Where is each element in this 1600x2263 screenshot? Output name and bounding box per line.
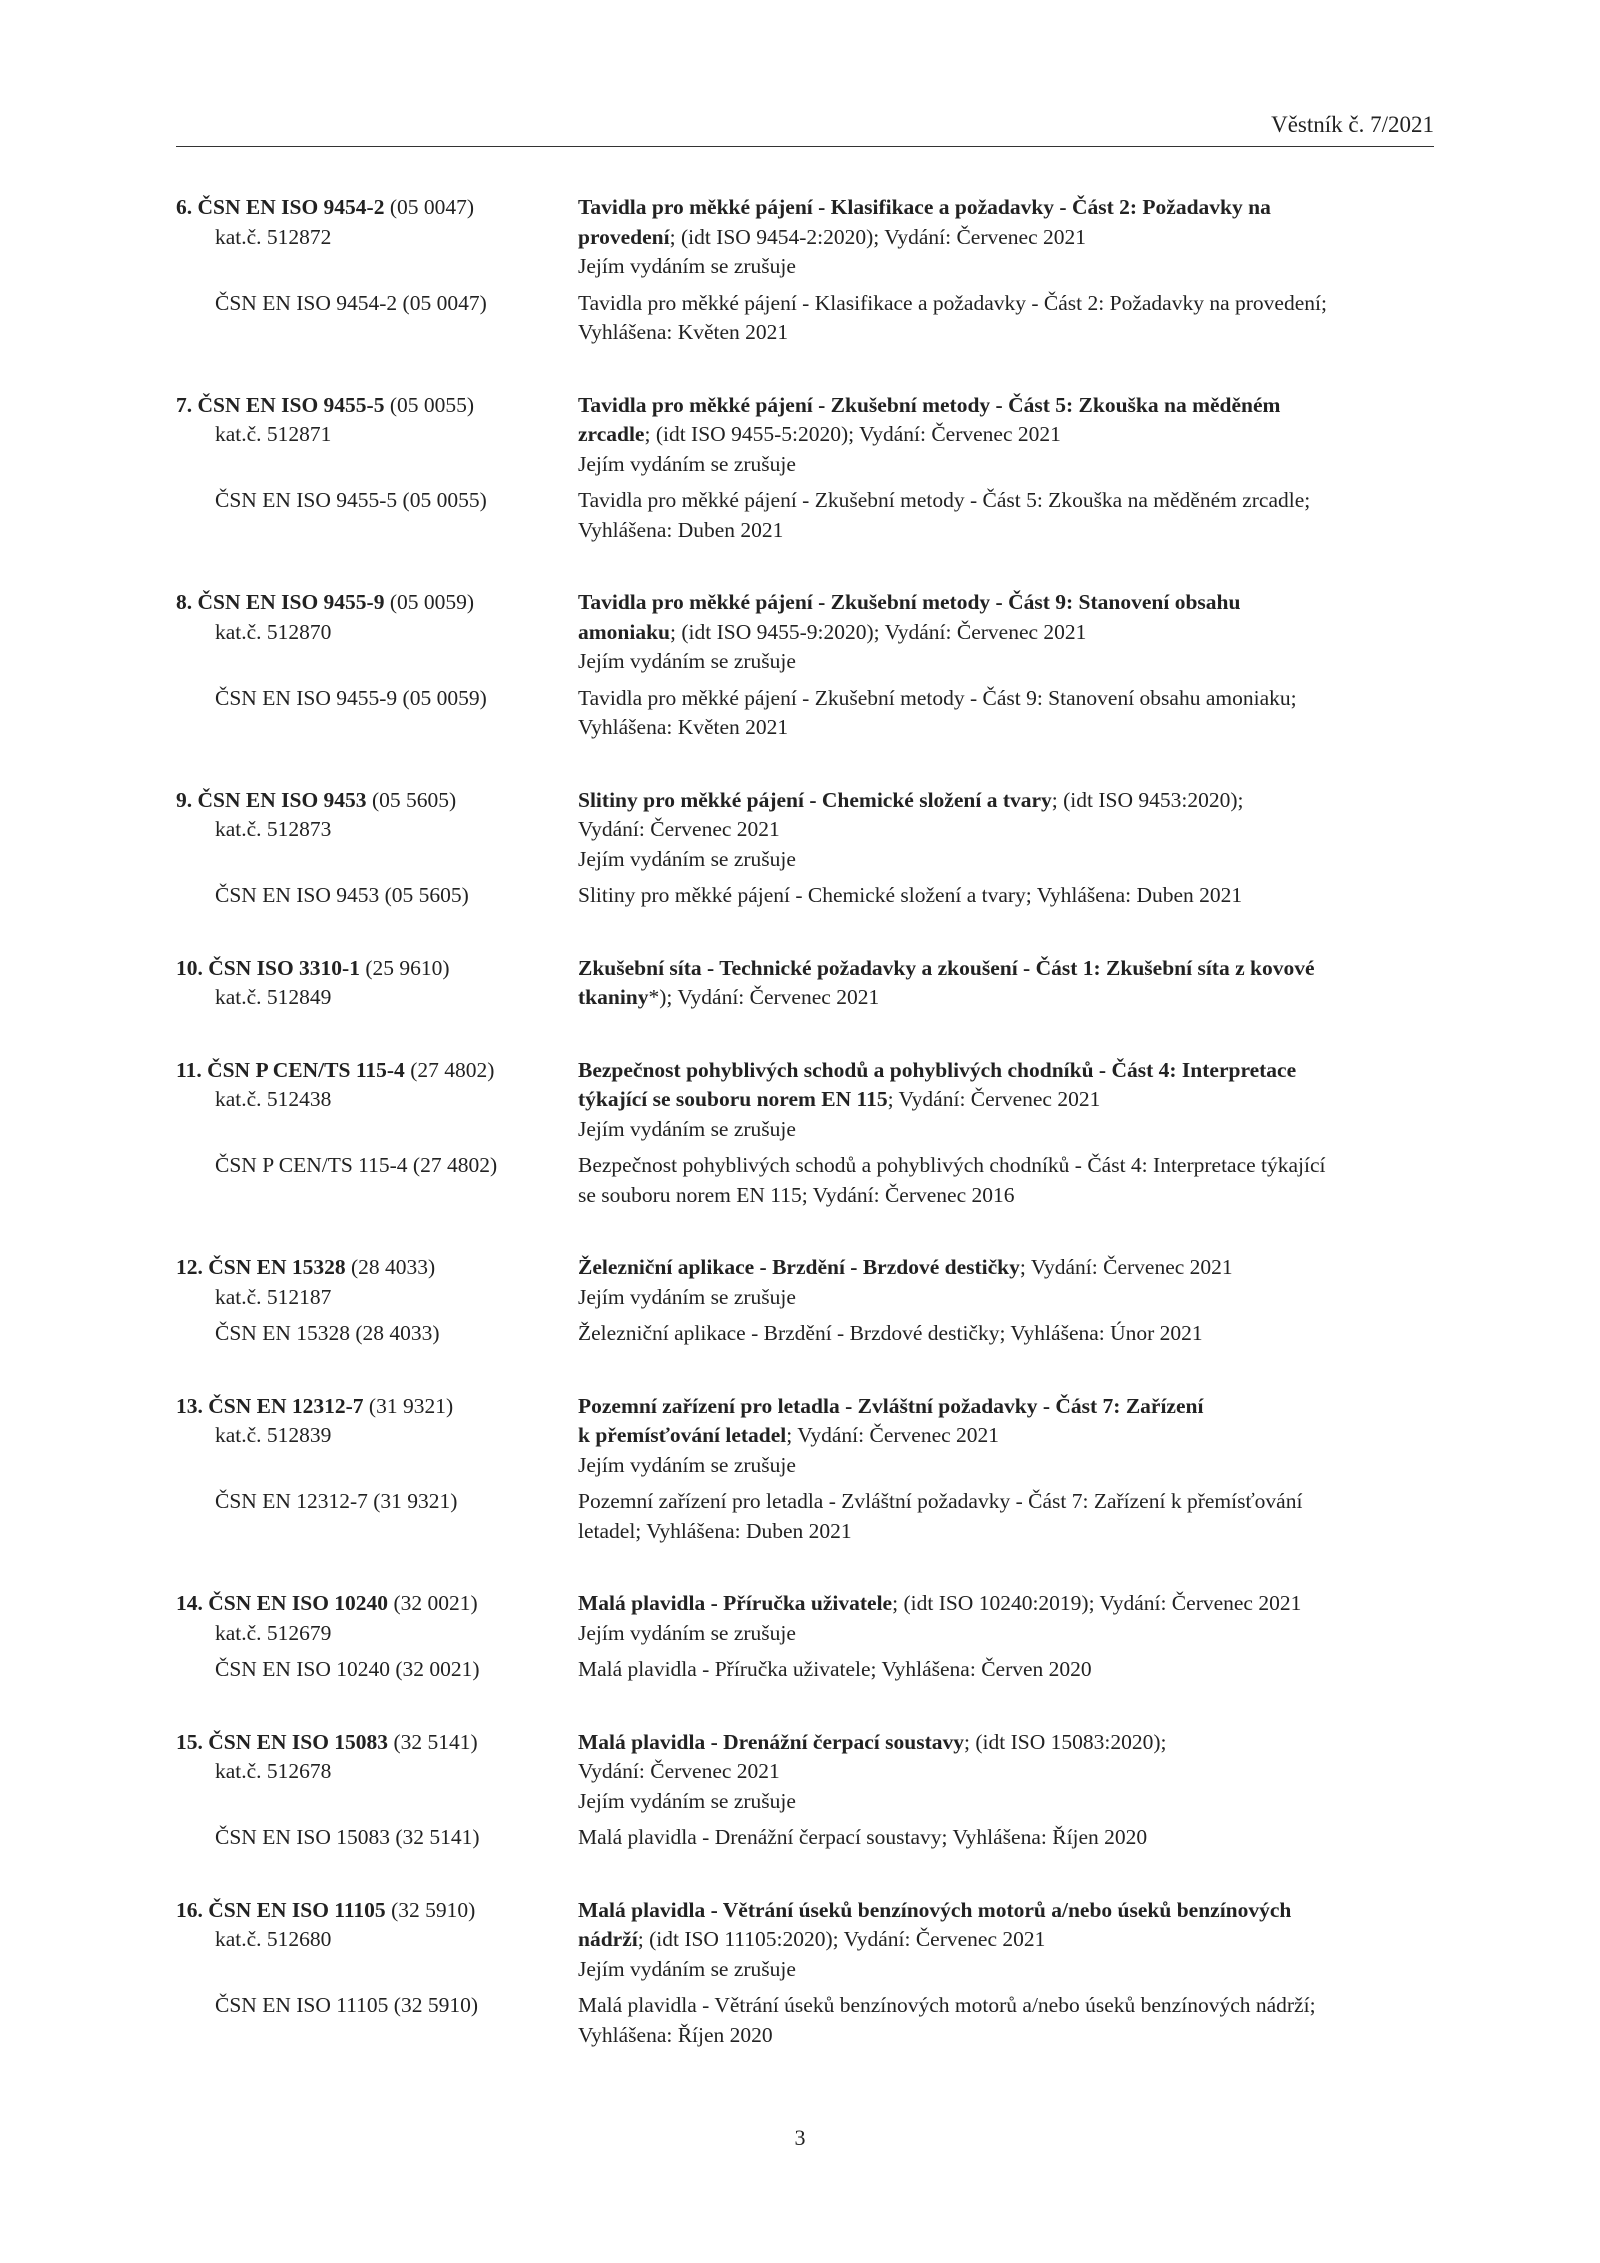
entry-identifier [176, 391, 578, 480]
standard-entry [176, 1728, 1434, 1853]
replaced-description [578, 1991, 1434, 2050]
entry-main [176, 1896, 1434, 1985]
replaced-code: ČSN EN 12312-7 (31 9321) [215, 1489, 458, 1513]
title-text: Železniční aplikace - Brzdění - Brzdové destičky [578, 1255, 1020, 1279]
description-line [578, 954, 1434, 984]
entry-main [176, 1253, 1434, 1312]
entry-main [176, 954, 1434, 1013]
standard-entry [176, 1253, 1434, 1349]
entry-main [176, 1056, 1434, 1145]
title-text: týkající se souboru norem EN 115 [578, 1087, 888, 1111]
entry-number: 15. [176, 1729, 203, 1754]
description-line [578, 1589, 1434, 1619]
replaced-standard [176, 1991, 1434, 2050]
title-text: k přemísťování letadel [578, 1423, 787, 1447]
replaced-line: Malá plavidla - Větrání úseků benzínových motorů a/nebo úseků benzínových nádrží; [578, 1993, 1316, 2017]
replaced-description [578, 881, 1434, 911]
entry-main [176, 588, 1434, 677]
description-line [578, 1056, 1434, 1086]
entry-main [176, 391, 1434, 480]
entry-identifier [176, 588, 578, 677]
entry-number: 16. [176, 1897, 203, 1922]
description-line [578, 1392, 1434, 1422]
description-line [578, 1757, 1434, 1787]
description-line [578, 618, 1434, 648]
replaced-description [578, 1487, 1434, 1546]
detail-text: Vydání: Červenec 2021 [578, 1759, 780, 1783]
entry-classification: (05 0055) [389, 392, 475, 417]
replaced-standard [176, 881, 1434, 911]
entry-number: 6. [176, 195, 193, 219]
entry-code-line [176, 1728, 578, 1758]
entry-catalog-number: kat.č. 512871 [215, 422, 332, 446]
replaced-line: Slitiny pro měkké pájení - Chemické složení a tvary; Vyhlášena: Duben 2021 [578, 883, 1243, 907]
replaced-description [578, 289, 1434, 348]
title-text: Malá plavidla - Příručka uživatele [578, 1591, 893, 1615]
replaced-description [578, 486, 1434, 545]
replaced-standard [176, 1151, 1434, 1210]
entry-code: ČSN ISO 3310-1 [208, 955, 360, 980]
entry-identifier [176, 1056, 578, 1145]
replaced-line: Vyhlášena: Květen 2021 [578, 715, 789, 739]
header-rule [176, 146, 1434, 147]
title-text: Pozemní zařízení pro letadla - Zvláštní požadavky - Část 7: Zařízení [578, 1393, 1204, 1418]
standard-entry [176, 1056, 1434, 1211]
replaced-line: Vyhlášena: Duben 2021 [578, 517, 784, 542]
entry-description [578, 1392, 1434, 1481]
detail-text: ; Vydání: Červenec 2021 [887, 1087, 1101, 1111]
standard-entry [176, 193, 1434, 348]
description-line [578, 647, 1434, 677]
title-text: nádrží [578, 1927, 638, 1951]
replaced-code: ČSN EN ISO 9455-5 (05 0055) [215, 488, 487, 512]
entry-code-line [176, 391, 578, 421]
detail-text: Jejím vydáním se zrušuje [578, 1116, 796, 1141]
description-line [578, 1619, 1434, 1649]
entry-code: ČSN EN ISO 9454-2 [197, 195, 385, 219]
detail-text: Jejím vydáním se zrušuje [578, 1956, 796, 1981]
replaced-standard [176, 486, 1434, 545]
entry-number: 11. [176, 1057, 202, 1082]
standard-entry [176, 391, 1434, 546]
detail-text: ; Vydání: Červenec 2021 [786, 1423, 1000, 1447]
description-line [578, 1253, 1434, 1283]
entry-classification: (05 5605) [371, 787, 457, 812]
detail-text: Jejím vydáním se zrušuje [578, 846, 796, 871]
entry-catalog-number: kat.č. 512849 [215, 985, 332, 1009]
title-text: Malá plavidla - Větrání úseků benzínových motorů a/nebo úseků benzínových [578, 1897, 1292, 1922]
replaced-description [578, 1823, 1434, 1853]
title-text: Tavidla pro měkké pájení - Zkušební metody - Část 5: Zkouška na měděném [578, 392, 1281, 417]
entry-description [578, 954, 1434, 1013]
detail-text: ; (idt ISO 9455-5:2020); Vydání: Červenec 2021 [644, 422, 1061, 446]
entry-catalog-number: kat.č. 512678 [215, 1759, 332, 1783]
replaced-line: letadel; Vyhlášena: Duben 2021 [578, 1518, 852, 1543]
description-line [578, 1728, 1434, 1758]
detail-text: Vydání: Červenec 2021 [578, 817, 780, 841]
replaced-line: Malá plavidla - Příručka uživatele; Vyhlášena: Červen 2020 [578, 1657, 1092, 1681]
entry-code-line [176, 1056, 578, 1086]
description-line [578, 193, 1434, 223]
entry-code-line [176, 1392, 578, 1422]
entry-identifier [176, 786, 578, 875]
entry-code: ČSN EN ISO 9455-9 [197, 590, 385, 614]
entry-code-line [176, 193, 578, 223]
description-line [578, 845, 1434, 875]
entry-code: ČSN EN 12312-7 [208, 1393, 364, 1418]
replaced-standard [176, 1487, 1434, 1546]
entry-classification: (32 5141) [393, 1729, 478, 1754]
entry-code: ČSN EN ISO 9453 [197, 787, 367, 812]
detail-text: Jejím vydáním se zrušuje [578, 254, 796, 278]
replaced-code: ČSN EN ISO 10240 (32 0021) [215, 1657, 480, 1681]
detail-text: ; (idt ISO 9454-2:2020); Vydání: Červenec 2021 [669, 224, 1086, 249]
description-line [578, 786, 1434, 816]
description-line [578, 1787, 1434, 1817]
replaced-line: Vyhlášena: Květen 2021 [578, 320, 789, 344]
header-title: Věstník č. 7/2021 [1271, 112, 1434, 137]
entry-catalog-number: kat.č. 512187 [215, 1284, 332, 1309]
entry-classification: (05 0059) [389, 590, 475, 614]
detail-text: Jejím vydáním se zrušuje [578, 1452, 796, 1477]
entry-main [176, 786, 1434, 875]
entry-code-line [176, 1253, 578, 1283]
entry-catalog-number: kat.č. 512438 [215, 1087, 332, 1111]
entry-identifier [176, 1728, 578, 1817]
detail-text: *); Vydání: Červenec 2021 [648, 985, 880, 1009]
standards-list [176, 193, 1434, 2093]
entry-description [578, 1896, 1434, 1985]
entry-classification: (27 4802) [410, 1057, 495, 1082]
description-line [578, 588, 1434, 618]
entry-main [176, 1728, 1434, 1817]
description-line [578, 252, 1434, 282]
entry-number: 13. [176, 1393, 203, 1418]
description-line [578, 1896, 1434, 1926]
description-line [578, 223, 1434, 253]
replaced-code: ČSN EN ISO 11105 (32 5910) [215, 1993, 478, 2017]
entry-identifier [176, 1253, 578, 1312]
replaced-line: Tavidla pro měkké pájení - Klasifikace a požadavky - Část 2: Požadavky na provedení; [578, 290, 1327, 315]
entry-number: 8. [176, 590, 193, 614]
replaced-line: Malá plavidla - Drenážní čerpací soustavy; Vyhlášena: Říjen 2020 [578, 1825, 1148, 1849]
replaced-code: ČSN EN ISO 15083 (32 5141) [215, 1825, 480, 1849]
detail-text: ; (idt ISO 11105:2020); Vydání: Červenec 2021 [637, 1927, 1046, 1951]
title-text: Bezpečnost pohyblivých schodů a pohyblivých chodníků - Část 4: Interpretace [578, 1057, 1297, 1082]
entry-number: 12. [176, 1255, 203, 1279]
entry-code: ČSN EN ISO 15083 [208, 1729, 389, 1754]
title-text: Slitiny pro měkké pájení - Chemické složení a tvary [578, 787, 1052, 812]
detail-text: ; (idt ISO 9455-9:2020); Vydání: Červenec 2021 [670, 619, 1087, 644]
detail-text: Jejím vydáním se zrušuje [578, 1620, 796, 1645]
replaced-standard [176, 1655, 1434, 1685]
entry-classification: (32 0021) [393, 1591, 478, 1615]
entry-description [578, 1728, 1434, 1817]
replaced-line: se souboru norem EN 115; Vydání: Červenec 2016 [578, 1182, 1015, 1207]
entry-catalog-number: kat.č. 512870 [215, 619, 332, 644]
description-line [578, 1451, 1434, 1481]
entry-identifier [176, 193, 578, 282]
detail-text: Jejím vydáním se zrušuje [578, 1788, 796, 1813]
entry-description [578, 1056, 1434, 1145]
description-line [578, 391, 1434, 421]
description-line [578, 983, 1434, 1013]
replaced-code: ČSN P CEN/TS 115-4 (27 4802) [215, 1153, 498, 1177]
entry-number: 10. [176, 955, 203, 980]
entry-catalog-number: kat.č. 512872 [215, 224, 332, 249]
entry-catalog-number: kat.č. 512680 [215, 1927, 332, 1951]
entry-main [176, 1589, 1434, 1648]
entry-code: ČSN EN ISO 10240 [208, 1591, 389, 1615]
entry-catalog-number: kat.č. 512679 [215, 1620, 332, 1645]
detail-text: Jejím vydáním se zrušuje [578, 451, 796, 476]
replaced-line: Tavidla pro měkké pájení - Zkušební metody - Část 5: Zkouška na měděném zrcadle; [578, 488, 1311, 512]
entry-description [578, 786, 1434, 875]
entry-code: ČSN EN 15328 [208, 1255, 346, 1279]
replaced-line: Tavidla pro měkké pájení - Zkušební metody - Část 9: Stanovení obsahu amoniaku; [578, 685, 1297, 710]
detail-text: Jejím vydáním se zrušuje [578, 649, 796, 673]
entry-description [578, 1589, 1434, 1648]
title-text: amoniaku [578, 619, 671, 644]
replaced-description [578, 1655, 1434, 1685]
entry-identifier [176, 1392, 578, 1481]
title-text: Tavidla pro měkké pájení - Klasifikace a požadavky - Část 2: Požadavky na [578, 195, 1271, 219]
standard-entry [176, 1392, 1434, 1547]
entry-main [176, 1392, 1434, 1481]
replaced-code: ČSN EN ISO 9453 (05 5605) [215, 883, 469, 907]
replaced-code: ČSN EN ISO 9454-2 (05 0047) [215, 290, 487, 315]
detail-text: ; Vydání: Červenec 2021 [1019, 1255, 1233, 1279]
detail-text: ; (idt ISO 15083:2020); [964, 1729, 1167, 1754]
entry-number: 9. [176, 787, 193, 812]
replaced-standard [176, 684, 1434, 743]
replaced-description [578, 1151, 1434, 1210]
description-line [578, 1421, 1434, 1451]
replaced-line: Pozemní zařízení pro letadla - Zvláštní požadavky - Část 7: Zařízení k přemísťování [578, 1489, 1303, 1513]
entry-identifier [176, 954, 578, 1013]
entry-code: ČSN EN ISO 9455-5 [197, 392, 385, 417]
entry-code-line [176, 954, 578, 984]
entry-description [578, 1253, 1434, 1312]
title-text: provedení [578, 224, 670, 249]
entry-classification: (28 4033) [351, 1255, 436, 1279]
standard-entry [176, 786, 1434, 911]
replaced-standard [176, 1319, 1434, 1349]
entry-code: ČSN P CEN/TS 115-4 [207, 1057, 405, 1082]
replaced-line: Vyhlášena: Říjen 2020 [578, 2022, 773, 2047]
replaced-code: ČSN EN ISO 9455-9 (05 0059) [215, 685, 487, 710]
entry-description [578, 391, 1434, 480]
description-line [578, 420, 1434, 450]
entry-classification: (31 9321) [368, 1393, 454, 1418]
standard-entry [176, 1589, 1434, 1685]
replaced-description [578, 1319, 1434, 1349]
description-line [578, 1283, 1434, 1313]
description-line [578, 1925, 1434, 1955]
description-line [578, 1085, 1434, 1115]
entry-code-line [176, 1896, 578, 1926]
entry-code-line [176, 786, 578, 816]
entry-description [578, 193, 1434, 282]
title-text: zrcadle [578, 422, 645, 446]
description-line [578, 1115, 1434, 1145]
description-line [578, 450, 1434, 480]
entry-main [176, 193, 1434, 282]
entry-catalog-number: kat.č. 512873 [215, 817, 332, 841]
description-line [578, 815, 1434, 845]
standard-entry [176, 1896, 1434, 2051]
entry-code: ČSN EN ISO 11105 [208, 1897, 386, 1922]
standard-entry [176, 588, 1434, 743]
entry-identifier [176, 1896, 578, 1985]
title-text: Malá plavidla - Drenážní čerpací soustavy [578, 1729, 964, 1754]
replaced-description [578, 684, 1434, 743]
entry-catalog-number: kat.č. 512839 [215, 1423, 332, 1447]
replaced-line: Bezpečnost pohyblivých schodů a pohyblivých chodníků - Část 4: Interpretace týkající [578, 1153, 1326, 1177]
page-number: 3 [794, 2125, 806, 2150]
detail-text: ; (idt ISO 9453:2020); [1051, 787, 1244, 812]
entry-number: 7. [176, 392, 193, 417]
title-text: Tavidla pro měkké pájení - Zkušební metody - Část 9: Stanovení obsahu [578, 590, 1241, 614]
replaced-code: ČSN EN 15328 (28 4033) [215, 1321, 440, 1345]
description-line [578, 1955, 1434, 1985]
entry-description [578, 588, 1434, 677]
replaced-standard [176, 289, 1434, 348]
replaced-standard [176, 1823, 1434, 1853]
standard-entry [176, 954, 1434, 1013]
title-text: tkaniny [578, 985, 649, 1009]
entry-identifier [176, 1589, 578, 1648]
entry-classification: (32 5910) [391, 1897, 476, 1922]
entry-number: 14. [176, 1591, 203, 1615]
entry-classification: (25 9610) [365, 955, 450, 980]
entry-classification: (05 0047) [389, 195, 475, 219]
entry-code-line [176, 588, 578, 618]
entry-code-line [176, 1589, 578, 1619]
replaced-line: Železniční aplikace - Brzdění - Brzdové destičky; Vyhlášena: Únor 2021 [578, 1321, 1203, 1345]
title-text: Zkušební síta - Technické požadavky a zkoušení - Část 1: Zkušební síta z kovové [578, 955, 1315, 980]
detail-text: ; (idt ISO 10240:2019); Vydání: Červenec 2021 [892, 1591, 1302, 1615]
detail-text: Jejím vydáním se zrušuje [578, 1284, 796, 1309]
